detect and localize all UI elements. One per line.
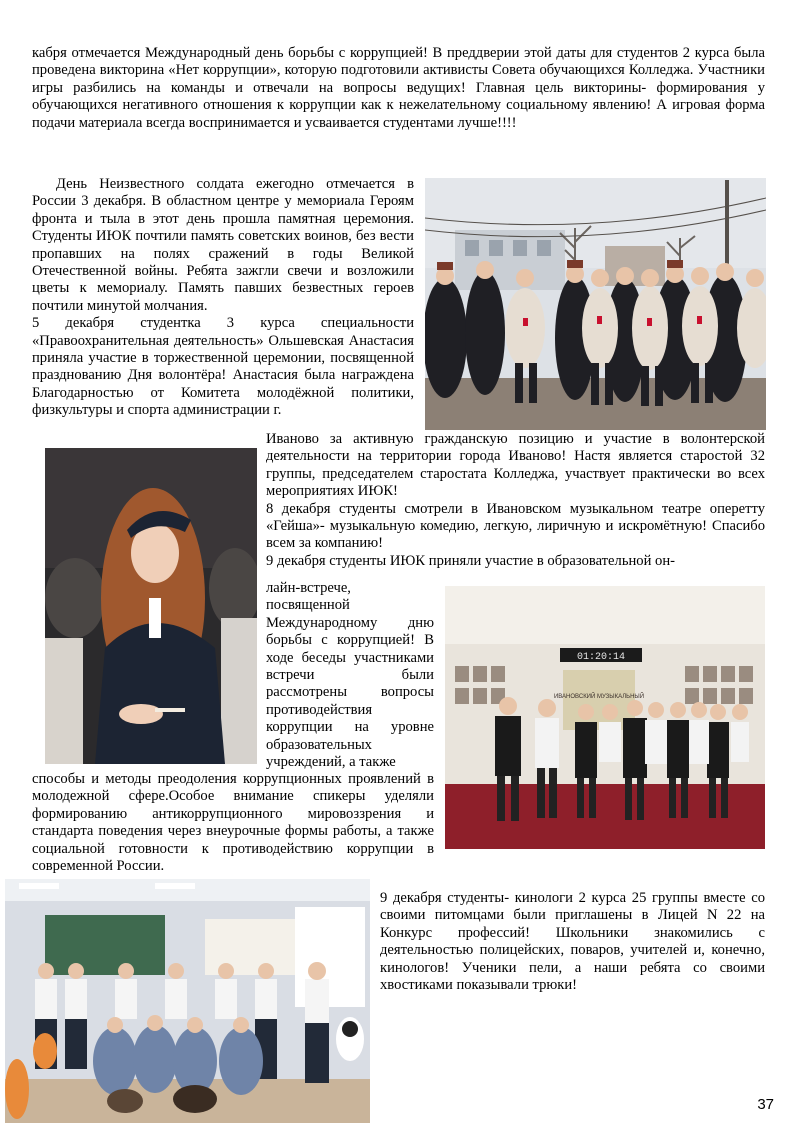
- theatre-banner-text: ИВАНОВСКИЙ МУЗЫКАЛЬНЫЙ: [553, 694, 645, 700]
- unknown-soldier-paragraph: День Неизвестного солдата ежегодно отмечается в России 3 декабря. В областном центре у мемориала Героям фронта и тыла в этот день прошла памятная церемония. Студенты ИЮК почтили память советских воинов, без вести пропавших на полях сражений в годы Великой Отечественной войны. Ребята зажгли свечи и возложили цветы к мемориалу. Память павших безвестных героев почтили минутой молчания. 5 декабря студентка 3 курса специальности «Правоохранительная деятельность» Ольшевская Анастасия приняла участие в торжественной церемонии, посвященной празднованию Дня волонтёра! Анастасия была награждена Благодарностью от Комитета молодёжной политики, физкультуры и спорта администрации г.: [32, 176, 414, 419]
- theatre-group-photo: [445, 586, 765, 849]
- online-meeting-paragraph-start: 9 декабря студенты ИЮК приняли участие в образовательной он-: [266, 552, 676, 569]
- volunteer-paragraph-start: 5 декабря студентка 3 курса специальности «Правоохранительная деятельность» Ольшевская Анастасия приняла участие в торжественной церемонии, посвященной празднованию Дня волонтёра! Анастасия была награждена Благодарностью от Комитета молодёжной политики, физкультуры и спорта администрации г.: [32, 315, 414, 419]
- student-portrait-photo: [45, 448, 257, 764]
- page-number: 37: [757, 1096, 774, 1113]
- volunteer-paragraph-continued: Иваново за активную гражданскую позицию и участие в волонтерской деятельности на территории города Иваново! Настя является старостой 32 группы, председателем старостата Колледжа, участвует практически во всех мероприятиях ИЮК! 8 декабря студенты смотрели в Ивановском музыкальном театре оперетту «Гейша»- музыкальную комедию, легкую, лиричную и искромётную! Спасибо всем за компанию! 9 декабря студенты ИЮК приняли участие в образовательной он-: [266, 431, 765, 569]
- classroom-dogs-photo: [5, 879, 370, 1123]
- operetta-paragraph: 8 декабря студенты смотрели в Ивановском музыкальном театре оперетту «Гейша»- музыкальную комедию, легкую, лиричную и искромётную! Спасибо всем за компанию!: [266, 500, 765, 552]
- online-meeting-paragraph-middle: лайн-встрече, посвященной Международному дню борьбы с коррупцией! В ходе беседы участниками встречи были рассмотрены вопросы противодействия коррупции на уровне образовательных учреждений, а также: [266, 580, 434, 771]
- intro-paragraph: кабря отмечается Международный день борьбы с коррупцией! В преддверии этой даты для студентов 2 курса была проведена викторина «Нет коррупции», которую подготовили активисты Совета обучающихся Колледжа. Участники игры разбились на команды и отвечали на вопросы ведущих! Главная цель викторины- формирования у обучающихся негативного отношения к коррупции как к нежелательному социальному явлению! А игровая форма подачи материала всегда воспринимается и усваивается студентами лучше!!!!: [32, 45, 765, 131]
- dog-handlers-paragraph: 9 декабря студенты- кинологи 2 курса 25 группы вместе со своими питомцами были приглашены в Лицей N 22 на Конкурс профессий! Школьники знакомились с деятельностью полицейских, поваров, учителей и, конечно, кинологов! Ученики пели, а наши ребята со своими хвостиками показывали трюки!: [380, 890, 765, 994]
- online-meeting-paragraph-end: способы и методы преодоления коррупционных проявлений в молодежной сфере.Особое внимание спикеры уделяли формированию антикоррупционного мировоззрения и стандарта поведения через внеурочные формы работы, а также социальной готовности к противодействию коррупции в современной России.: [32, 771, 434, 875]
- theatre-clock: 01:20:14: [576, 652, 626, 663]
- memorial-ceremony-photo: [425, 178, 766, 430]
